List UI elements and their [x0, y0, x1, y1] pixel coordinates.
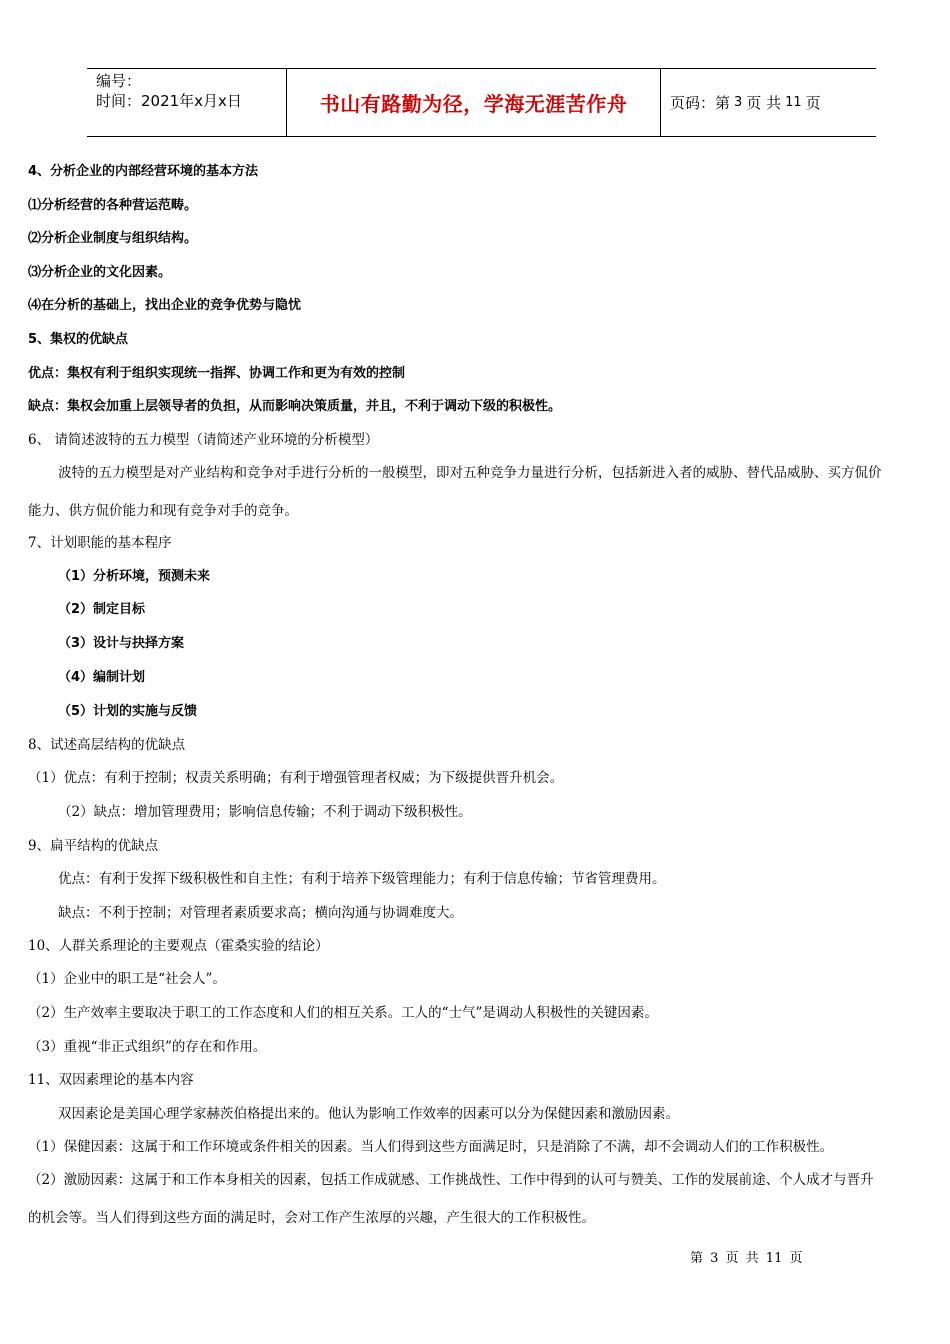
header-motto: 书山有路勤为径，学海无涯苦作舟	[287, 69, 661, 136]
text-line: 缺点：集权会加重上层领导者的负担，从而影响决策质量，并且，不利于调动下级的积极性。	[28, 399, 562, 414]
text-line: （5）计划的实施与反馈	[58, 704, 198, 719]
text-line: （2）生产效率主要取决于职工的工作态度和人们的相互关系。工人的“士气”是调动人积极性的关键因素。	[28, 1005, 658, 1021]
number-label: 编号：	[96, 72, 142, 90]
text-line: 5、集权的优缺点	[28, 332, 129, 347]
text-line: 缺点：不利于控制；对管理者素质要求高；横向沟通与协调难度大。	[58, 905, 463, 921]
text-line: （1）企业中的职工是“社会人”。	[28, 971, 226, 987]
text-line: ⑵分析企业制度与组织结构。	[28, 231, 198, 246]
page-total: 11	[785, 95, 802, 110]
text-line: 11、双因素理论的基本内容	[28, 1072, 194, 1088]
text-line: （3）重视“非正式组织”的存在和作用。	[28, 1039, 267, 1055]
text-line: （4）编制计划	[58, 670, 146, 685]
text-line: （2）缺点：增加管理费用；影响信息传输；不利于调动下级积极性。	[58, 804, 472, 820]
page-suffix: 页	[805, 94, 821, 112]
text-line: 9、扁平结构的优缺点	[28, 838, 159, 854]
time-label: 时间：2021年x月x日	[96, 92, 242, 110]
text-line: 4、分析企业的内部经营环境的基本方法	[28, 164, 259, 179]
text-line: ⑷在分析的基础上，找出企业的竞争优势与隐忧	[28, 298, 302, 313]
text-line: 波特的五力模型是对产业结构和竞争对手进行分析的一般模型，即对五种竞争力量进行分析，包括新进入者的威胁、替代品威胁、买方侃价	[58, 465, 882, 481]
page-mid: 页 共	[746, 94, 782, 112]
text-line: 8、试述高层结构的优缺点	[28, 737, 186, 753]
page-header	[87, 68, 876, 137]
text-line: （2）激励因素：这属于和工作本身相关的因素，包括工作成就感、工作挑战性、工作中得到的认可与赞美、工作的发展前途、个人成才与晋升	[28, 1172, 874, 1188]
text-line: （1）优点：有利于控制；权责关系明确；有利于增强管理者权威；为下级提供晋升机会。	[28, 770, 564, 786]
text-line: 的机会等。当人们得到这些方面的满足时，会对工作产生浓厚的兴趣，产生很大的工作积极性。	[28, 1210, 595, 1226]
text-line: 能力、供方侃价能力和现有竞争对手的竞争。	[28, 503, 298, 519]
text-line: （2）制定目标	[58, 602, 146, 617]
text-line: 优点：集权有利于组织实现统一指挥、协调工作和更为有效的控制	[28, 366, 406, 381]
text-line: 10、人群关系理论的主要观点（霍桑实验的结论）	[28, 938, 329, 954]
text-line: 6、 请简述波特的五力模型（请简述产业环境的分析模型）	[28, 432, 379, 448]
text-line: ⑶分析企业的文化因素。	[28, 265, 172, 280]
page-current: 3	[734, 95, 743, 110]
text-line: 双因素论是美国心理学家赫茨伯格提出来的。他认为影响工作效率的因素可以分为保健因素和激励因素。	[58, 1106, 679, 1122]
header-meta	[87, 69, 287, 136]
page-prefix: 页码：第	[670, 94, 731, 112]
text-line: （1）保健因素：这属于和工作环境或条件相关的因素。当人们得到这些方面满足时，只是消除了不满，却不会调动人们的工作积极性。	[28, 1139, 834, 1155]
page-footer: 第 3 页 共 11 页	[690, 1251, 803, 1266]
text-line: 7、计划职能的基本程序	[28, 535, 172, 551]
text-line: （1）分析环境，预测未来	[58, 569, 211, 584]
text-line: （3）设计与抉择方案	[58, 636, 185, 651]
text-line: 优点：有利于发挥下级积极性和自主性；有利于培养下级管理能力；有利于信息传输；节省管理费用。	[58, 871, 666, 887]
header-page-info	[661, 69, 876, 136]
text-line: ⑴分析经营的各种营运范畴。	[28, 198, 198, 213]
